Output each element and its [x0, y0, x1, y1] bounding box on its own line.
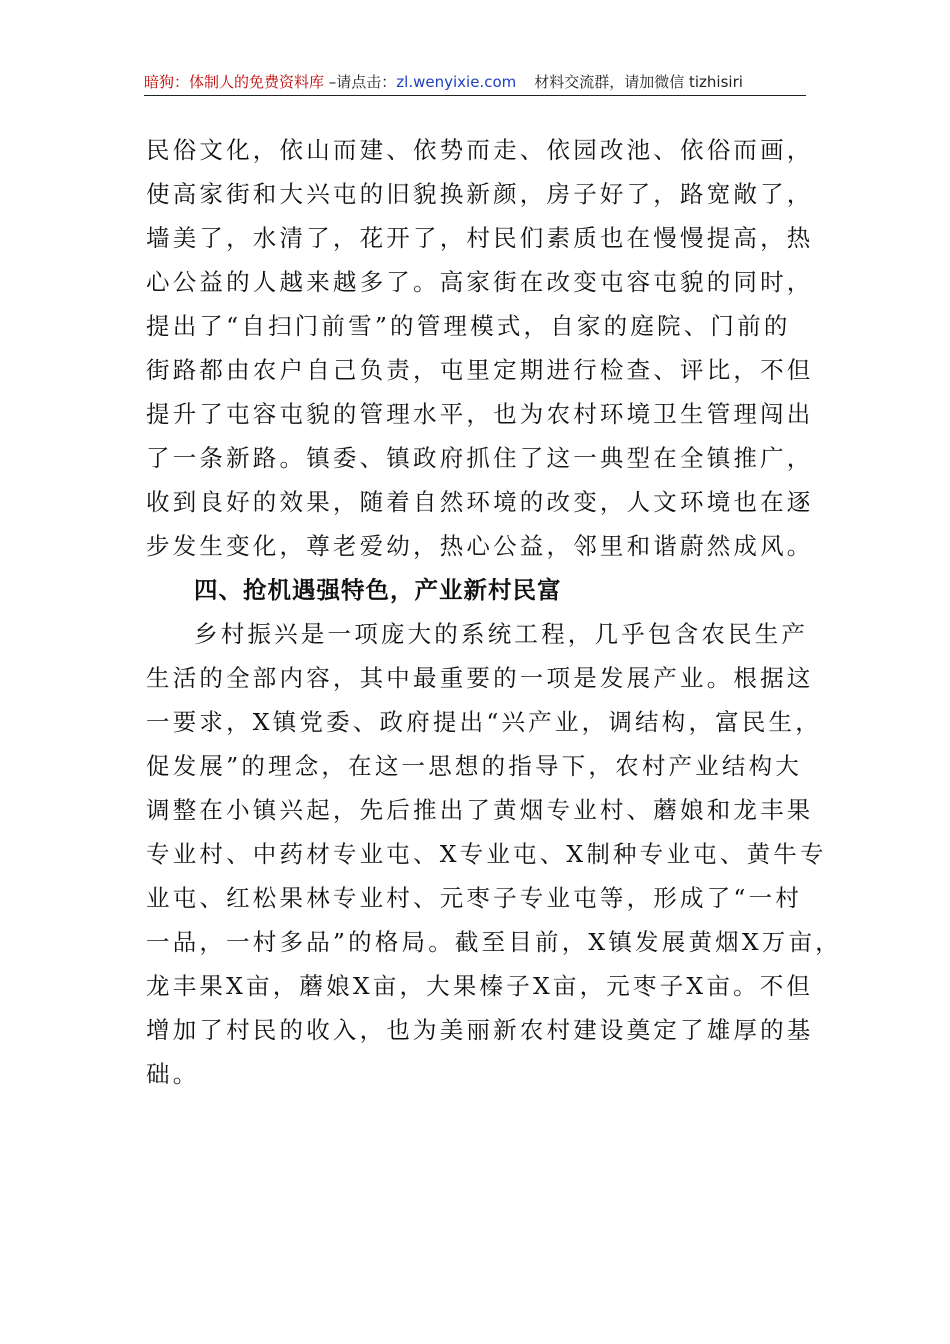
- header-separator: –请点击：: [324, 73, 397, 91]
- paragraph-line: 墙美了，水清了，花开了，村民们素质也在慢慢提高，热: [146, 224, 814, 252]
- header-url-link[interactable]: zl.wenyixie.com: [396, 73, 517, 91]
- paragraph-line: 一品，一村多品”的格局。截至目前，X镇发展黄烟X万亩，: [146, 928, 842, 956]
- paragraph-line: 龙丰果X亩，蘑娘X亩，大果榛子X亩，元枣子X亩。不但: [146, 972, 814, 1000]
- paragraph-line: 乡村振兴是一项庞大的系统工程，几乎包含农民生产: [194, 620, 809, 648]
- document-body: [146, 128, 842, 1096]
- paragraph-line: 增加了村民的收入，也为美丽新农村建设奠定了雄厚的基: [146, 1016, 814, 1044]
- paragraph-line: 使高家街和大兴屯的旧貌换新颜，房子好了，路宽敞了，: [146, 180, 814, 208]
- paragraph-line: 提出了“自扫门前雪”的管理模式，自家的庭院、门前的: [146, 312, 791, 340]
- section-heading: 四、抢机遇强特色，产业新村民富: [194, 576, 562, 604]
- paragraph-line: 专业村、中药材专业屯、X专业屯、X制种专业屯、黄牛专: [146, 840, 827, 868]
- paragraph-line: 生活的全部内容，其中最重要的一项是发展产业。根据这: [146, 664, 814, 692]
- header-contact: 材料交流群，请加微信 tizhisiri: [534, 73, 743, 91]
- header-brand: 暗狗：体制人的免费资料库: [144, 73, 325, 91]
- paragraph-line: 提升了屯容屯貌的管理水平，也为农村环境卫生管理闯出: [146, 400, 814, 428]
- paragraph-line: 了一条新路。镇委、镇政府抓住了这一典型在全镇推广，: [146, 444, 814, 472]
- paragraph-line: 民俗文化，依山而建、依势而走、依园改池、依俗而画，: [146, 136, 814, 164]
- paragraph-line: 调整在小镇兴起，先后推出了黄烟专业村、蘑娘和龙丰果: [146, 796, 814, 824]
- paragraph-line: 步发生变化，尊老爱幼，热心公益，邻里和谐蔚然成风。: [146, 532, 814, 560]
- paragraph-line: 促发展”的理念，在这一思想的指导下，农村产业结构大: [146, 752, 803, 780]
- paragraph-line: 业屯、红松果林专业村、元枣子专业屯等，形成了“一村: [146, 884, 803, 912]
- header-divider: [144, 95, 806, 96]
- paragraph-line: 一要求，X镇党委、政府提出“兴产业，调结构，富民生，: [146, 708, 822, 736]
- paragraph-line: 街路都由农户自己负责，屯里定期进行检查、评比，不但: [146, 356, 814, 384]
- paragraph-line: 收到良好的效果，随着自然环境的改变，人文环境也在逐: [146, 488, 814, 516]
- paragraph-line: 础。: [146, 1060, 200, 1088]
- page-header: [144, 72, 806, 94]
- paragraph-line: 心公益的人越来越多了。高家街在改变屯容屯貌的同时，: [146, 268, 814, 296]
